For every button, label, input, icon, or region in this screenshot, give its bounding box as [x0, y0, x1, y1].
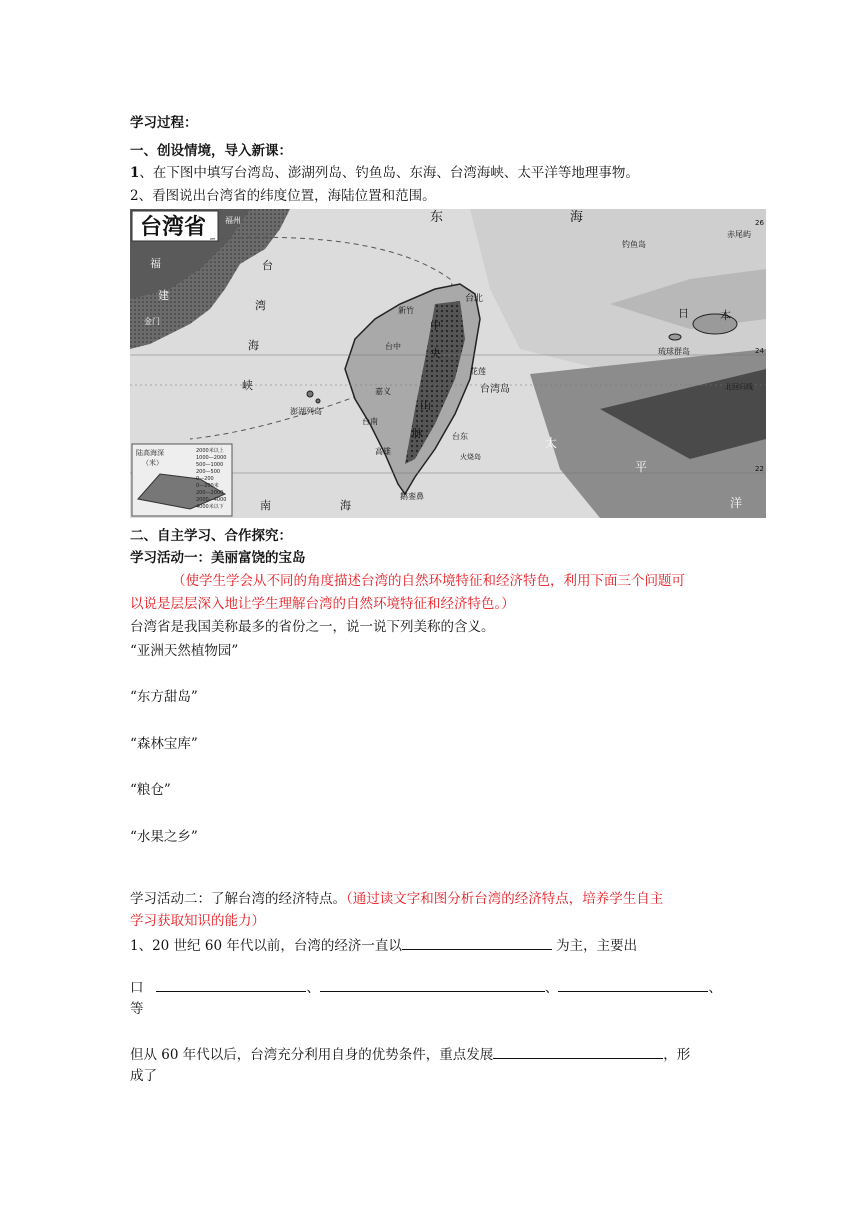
label-donghai-dong: 东 [430, 210, 444, 225]
label-strait-tai: 台 [262, 259, 273, 272]
legend-row: 1000—2000 [196, 455, 227, 461]
activity1-note-line1: （使学生学会从不同的角度描述台湾的自然环境特征和经济特色，利用下面三个问题可 [172, 573, 685, 589]
activity2-title: 学习活动二：了解台湾的经济特点。 [130, 891, 346, 907]
question1-line1 [130, 935, 637, 956]
legend-row: 4000米以下 [196, 504, 224, 510]
legend-row: 200—2000 [196, 490, 224, 496]
penghu-island-2 [316, 399, 320, 403]
activity1-note-line2: 以说是层层深入地让学生理解台湾的自然环境特征和经济特色。） [130, 596, 515, 612]
section1-title: 一、创设情境，导入新课： [130, 143, 292, 159]
legend-row: 2000—4000 [196, 497, 227, 503]
praise-name-1: “亚洲天然植物园” [130, 643, 239, 659]
q2-text-a: 但从 60 年代以后，台湾充分利用自身的优势条件，重点发展 [130, 1047, 494, 1063]
activity2-line1 [130, 889, 663, 909]
label-taizhong: 台中 [385, 342, 401, 351]
label-chiwei: 赤尾屿 [727, 230, 751, 239]
praise-name-2: “东方甜岛” [130, 689, 198, 705]
question1-line2 [130, 977, 722, 998]
legend-row: 0—200 [196, 476, 214, 482]
label-ri: 日 [678, 307, 689, 320]
ryukyu-island-2 [669, 334, 681, 340]
praise-name-5: “水果之乡” [130, 829, 198, 845]
praise-name-3: “森林宝库” [130, 736, 198, 752]
label-lat-22: 22 [755, 465, 764, 473]
label-taidong: 台东 [452, 432, 468, 441]
section2-title: 二、自主学习、合作探究： [130, 528, 292, 544]
label-ryukyu: 琉球群岛 [658, 347, 690, 356]
label-lat-24: 24 [755, 347, 764, 355]
q1-sep-3: 、 [708, 980, 722, 996]
label-hualian: 花莲 [470, 367, 486, 376]
activity2-note-part2: 学习获取知识的能力） [130, 913, 265, 929]
label-tainan: 台南 [362, 417, 378, 426]
activity1-title: 学习活动一：美丽富饶的宝岛 [130, 550, 306, 566]
blank-export-1[interactable] [156, 977, 306, 992]
label-tropic: 北回归线 [725, 383, 753, 391]
label-donghai-hai: 海 [570, 210, 584, 225]
label-eluanbi: 鹅銮鼻 [400, 492, 424, 501]
label-strait-xia: 峡 [242, 379, 253, 392]
activity1-intro: 台湾省是我国美称最多的省份之一，说一说下列美称的含义。 [130, 619, 495, 635]
label-penghu: 澎湖列岛 [290, 407, 322, 416]
label-jinmen: 金门 [144, 317, 160, 326]
label-lat-26: 26 [755, 219, 764, 227]
blank-economy-type[interactable] [402, 935, 552, 950]
label-fu: 福 [150, 257, 161, 270]
legend-row: 0—200米 [196, 483, 219, 489]
label-huoshao: 火烧岛 [460, 453, 481, 461]
legend-row: 200—500 [196, 469, 221, 475]
label-mount-mai: 脉 [412, 427, 423, 440]
praise-name-4: “粮仓” [130, 782, 171, 798]
legend-row: 2000米以上 [196, 448, 224, 454]
label-mount-zhong: 中 [430, 319, 441, 332]
q1-text-b: 为主，主要出 [556, 938, 638, 954]
q1-text-c: 口 [130, 980, 144, 996]
blank-export-2[interactable] [320, 977, 545, 992]
blank-export-3[interactable] [558, 977, 708, 992]
legend-row: 500—1000 [196, 462, 224, 468]
label-pacific-yang: 洋 [730, 496, 743, 510]
label-pacific-tai: 太 [545, 436, 558, 450]
section1-item1 [130, 163, 639, 183]
legend-title: 陆高海深 [136, 449, 164, 457]
blank-key-industry[interactable] [493, 1044, 663, 1059]
q1-sep-2: 、 [544, 980, 559, 996]
label-nanhai-nan: 南 [260, 499, 271, 512]
label-jian: 建 [158, 289, 169, 302]
section1-item2: 2、看图说出台湾省的纬度位置，海陆位置和范围。 [130, 188, 436, 204]
q1-text-a: 1、20 世纪 60 年代以前，台湾的经济一直以 [130, 938, 402, 954]
label-fuzhou: 福州 [225, 216, 241, 225]
q2-text-b: ，形 [663, 1047, 691, 1063]
label-mount-shan: 山 [420, 399, 431, 412]
item1-number: 1 [130, 165, 140, 181]
question2-line1 [130, 1044, 690, 1065]
label-taibei: 台北 [465, 294, 484, 304]
label-ben: 本 [720, 309, 731, 322]
heading-learning-process: 学习过程： [130, 115, 198, 131]
q2-text-c: 成了 [130, 1068, 157, 1084]
label-gaoxiong: 高雄 [375, 447, 391, 456]
label-xinzhu: 新竹 [398, 306, 414, 315]
q1-sep-1: 、 [306, 980, 320, 996]
map-title: 台湾省 [140, 215, 207, 240]
legend-unit: （米） [142, 459, 163, 467]
item1-text: 、在下图中填写台湾岛、澎湖列岛、钓鱼岛、东海、台湾海峡、太平洋等地理事物。 [139, 165, 639, 181]
label-diaoyu: 钓鱼岛 [622, 240, 646, 249]
label-nanhai-hai: 海 [340, 499, 351, 512]
taiwan-province-map [130, 209, 766, 518]
label-strait-wan: 湾 [255, 299, 266, 312]
label-mount-yang: 央 [430, 347, 441, 360]
penghu-island-1 [307, 391, 313, 397]
q1-text-d: 等 [130, 1001, 144, 1017]
label-strait-hai: 海 [248, 339, 259, 352]
activity2-note-part1: （通过读文字和图分析台湾的经济特点，培养学生自主 [346, 891, 664, 907]
label-taiwandao: 台湾岛 [480, 384, 510, 395]
label-jiayi: 嘉义 [375, 387, 391, 396]
label-pacific-ping: 平 [635, 460, 648, 474]
